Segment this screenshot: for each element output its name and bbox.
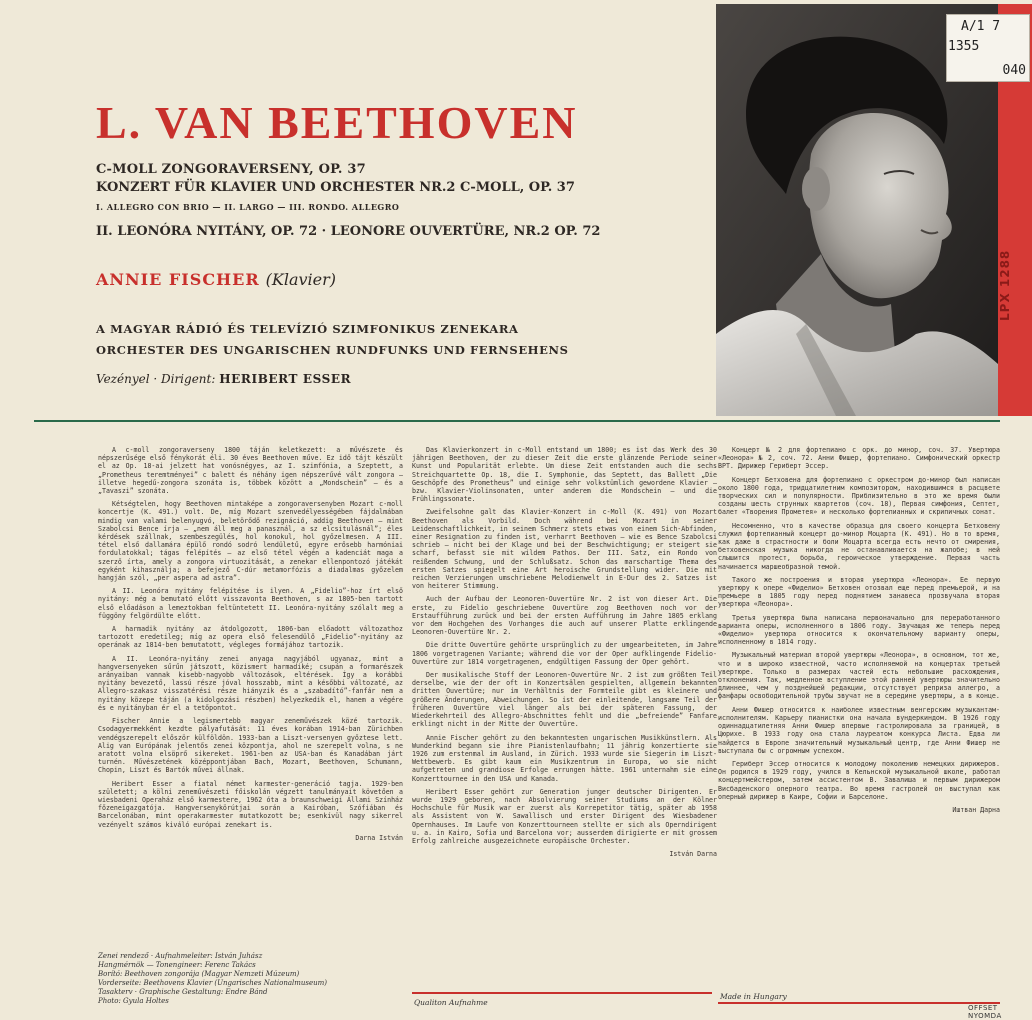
notes-column-russian: [718, 446, 1000, 976]
notes-paragraph: Die dritte Ouvertüre gehörte ursprünglich zu der umgearbeiteten, im Jahre 1806 vorgetragenen Variante; während die vor der Oper aufklingende Fidelio-Ouvertüre zur 1814 vorgetragenen, endgültigen Fassung der Oper gehört.: [412, 641, 717, 666]
notes-paragraph: Музыкальный материал второй увертюры «Леонора», в основном, тот же, что и в широко известной, часто исполняемой на концертах третьей увертюре. Только в размерах частей есть небольшие расхождения, отклонения. Так, медленное вступление этой ранней увертюры значительно длиннее, чем у позднейшей редакции, отсутствует реприза аллегро, а фанфары освободительной трубы звучат не в середине увертюры, а в конце.: [718, 651, 1000, 701]
notes-paragraph: Fischer Annie a legismertebb magyar zeneművészek közé tartozik. Csodagyermekként kezdte pályafutását: 11 éves korában 1914-ban Zürichben vendégszerepelt először külföldön. 1933-ban a Liszt-versenyen győztese lett. Alig van Európának jelentős zenei központja, ahol ne szerepelt volna, s ne aratott volna elsöprő sikereket. 1961-ben az USA-ban és Kanadában járt turnén. Művészetének középpontjában Bach, Mozart, Beethoven, Schumann, Chopin, Liszt és Bartók művei állnak.: [98, 717, 403, 775]
section-divider: [34, 420, 1000, 422]
credit-line: Photo: Gyula Holtes: [98, 997, 169, 1005]
notes-paragraph: A harmadik nyitány az átdolgozott, 1806-ban előadott változathoz tartozott eredetileg; míg az opera első felesendülő „Fidelio”-nyitány az operának az 1814-ben bemutatott, végleges formájához tartozik.: [98, 625, 403, 650]
notes-paragraph: Heribert Esser a fiatal német karmester-generáció tagja. 1929-ben született; a kölni zeneművészeti főiskolán végzett tanulmányait követően a wiesbadeni Operaház első karmestere, 1962 óta a braunschweigi Állami Színház főzeneigazgatója. Hangversenykörútjai során a Kairóban, Szófiában és Barcelonában, mint operakarmester mutatkozott be; esenkívül nagy sikerrel vezényelt számos kiváló európai zenekart is.: [98, 779, 403, 829]
movements-list: I. ALLEGRO CON BRIO — II. LARGO — III. RONDO. ALLEGRO: [96, 202, 400, 212]
notes-column-german: [412, 446, 717, 976]
notes-paragraph: Концерт № 2 для фортепиано с орк. до минор, соч. 37. Увертюра «Леонора» № 2, соч. 72. Анни Фишер, фортепиано. Симфонический оркестр ВРТ. Дирижер Гериберт Эссер.: [718, 446, 1000, 471]
work2-title: II. LEONÓRA NYITÁNY, OP. 72 · LEONORE OUVERTÜRE, NR.2 OP. 72: [96, 224, 601, 239]
notes-paragraph: Annie Fischer gehört zu den bekanntesten ungarischen Musikkünstlern. Als Wunderkind begann sie ihre Pianistenlaufbahn; 11 jährig konzertierte sie 1926 zum erstenmal im Ausland, in Zürich. 1933 wurde sie Siegerin im Liszt-Wettbewerb. Es gibt kaum ein Musikzentrum in Europa, wo sie nicht aufgetreten und grandiose Erfolge errungen hätte. 1961 unternahm sie eine Konzerttournee in den USA und Kanada.: [412, 733, 717, 783]
sticker-number-a: 1355: [948, 39, 980, 54]
notes-column-hungarian: [98, 446, 403, 976]
sticker-shelf-mark: A/1 7: [961, 19, 1001, 34]
conductor-name: HERIBERT ESSER: [219, 372, 352, 386]
work1-german: KONZERT FÜR KLAVIER UND ORCHESTER NR.2 C-MOLL, OP. 37: [96, 180, 575, 195]
performer: [96, 270, 336, 289]
notes-paragraph: Анни Фишер относится к наиболее известным венгерским музыкантам-исполнителям. Карьеру пианистки она начала вундеркиндом. В 1926 году одиннадцатилетняя Анни Фишер впервые гастролировала за границей, в Цюрихе. В 1933 году она стала лауреатом конкурса Листа. Едва ли найдется в Европе значительный музыкальный центр, где Анни Фишер не выступала бы с огромным успехом.: [718, 705, 1000, 755]
credit-line: Vorderseite: Beethovens Klavier (Ungarisches Nationalmuseum): [98, 979, 327, 987]
notes-paragraph: Концерт Бетховена для фортепиано с оркестром до-минор был написан около 1800 года, тридцатилетним композитором, находившимся в расцвете творческих сил и популярности. Приблизительно в это же время были созданы шесть струнных квартетов (соч. 18), Первая симфония, Септет, балет «Творения Прометея» и несколько фортепианных и скрипичных сонат.: [718, 475, 1000, 517]
notes-signature: Darna István: [355, 833, 403, 842]
notes-paragraph: Kétségtelen, hogy Beethoven mintaképe a zongoraversenyben Mozart c-moll koncertje (K. 491.) volt. De, míg Mozart szenvedélyességében fájdalmában mindig van valami belenyugvó, beletörődő rezignáció, addig Beethoven — mint Szabolcsi Bence írja — „nem áll meg a panasznál, a sz elcsitulásnál”; éles kérdések szállnak, szembeszegülés, hol konokul, hol győzelmesen. A III. tétel első dallamára épülő rondó sodró lendületű, egyre erősebb harmóniai fordulatokkal; tágas felépítés — az első tétel végén a kadenciát maga a szerző írta, amely a zongora virtuozitását, a zenekar ellenpontozó játékát egyként kihasználja; a befejező C-dúr metamorfózis a diadalmas győzelem hangján szól, „per aspera ad astra”.: [98, 500, 403, 583]
sticker-number-b: 040: [1002, 63, 1026, 78]
work1-hungarian: C-MOLL ZONGORAVERSENY, OP. 37: [96, 162, 366, 177]
notes-paragraph: Zweifelsohne galt das Klavier-Konzert in c-Moll (K. 491) von Mozart Beethoven als Vorbild. Doch während bei Mozart in seiner Leidenschaftlichkeit, in seinem Schmerz stets etwas von einem Sich-Abfinden, einer Resignation zu finden ist, verharrt Beethoven — wie es Bence Szabolcsi schrieb — nicht bei der Klage und bei der Beschwichtigung; er steigert sie scharf, befasst sie mit wildem Pathos. Der III. Satz, ein Rondo von reißendem Schwung, und der Schlußsatz. Schon das marschartige Thema des ersten Satzes spiegelt eine Art heroische Grundstellung wider. Die mit reichen Verzierungen umschriebene Melodienwelt in E-Dur des 2. Satzes ist von heiterer Stimmung.: [412, 508, 717, 591]
credit-line: Borító: Beethoven zongorája (Magyar Nemzeti Múzeum): [98, 970, 300, 978]
notes-paragraph: Heribert Esser gehört zur Generation junger deutscher Dirigenten. Er wurde 1929 geboren, nach Absolvierung seiner Studiums an der Kölner Hochschule für Musik war er zuerst als Korrepetitor tätig, später ab 1958 als Assistent von W. Sawallisch und erster Dirigent des Wiesbadener Opernhauses. Im Laufe von Konzerttourneen stellte er sich als Operndirigent u. a. in Kairo, Sofia und Barcelona vor; ausserdem dirigierte er mit grossem Erfolg zahlreiche ausgezeichnete europäische Orchester.: [412, 787, 717, 845]
footer-printer: OFFSET NYOMDA: [968, 1004, 1002, 1020]
production-credits: [98, 952, 403, 1006]
notes-paragraph: A c-moll zongoraverseny 1800 táján keletkezett: a művészete és népszerűsége első fénykorát éli. 30 éves Beethoven műve. Ez idő tájt készült el az Op. 18-ai jelzett hat vonósnégyes, az I. szimfónia, a Szeptett, a „Prometheus teremtményei” c balett és néhány igen népszerűvé vált zongora — illetve hegedű-zongora szonáta is, többek között a „Mondschein” — és a „Tavaszi” szonáta.: [98, 446, 403, 496]
notes-paragraph: Der musikalische Stoff der Leonoren-Ouvertüre Nr. 2 ist zum größten Teil derselbe, wie der der oft in Konzertsälen gespielten, allgemein bekannten dritten Ouvertüre; nur im Verhältnis der Formteile gibt es kleinere und größere Änderungen, Abweichungen. So ist der einleitende, langsame Teil der früheren Ouvertüre viel länger als bei der späteren Fassung, der Wiederkehrteil des Allegro-Abschnittes fehlt und die „befreiende” Fanfare erklingt nicht in der Mitte der Ouvertüre.: [412, 671, 717, 729]
credit-line: Tasakterv · Graphische Gestaltung: Endre Bánd: [98, 988, 268, 996]
footer-quality-label: Qualiton Aufnahme: [414, 998, 488, 1007]
footer-made-in: Made in Hungary: [720, 992, 787, 1001]
orchestra-german: ORCHESTER DES UNGARISCHEN RUNDFUNKS UND FERNSEHENS: [96, 343, 569, 357]
library-sticker: [946, 14, 1030, 82]
orchestra-hungarian: A MAGYAR RÁDIÓ ÉS TELEVÍZIÓ SZIMFONIKUS ZENEKARA: [96, 322, 519, 336]
credit-line: Hangmérnök — Tonengineer: Ferenc Takács: [98, 961, 256, 969]
notes-paragraph: A II. Leonóra-nyitány zenei anyaga nagyjából ugyanaz, mint a hangversenyeken sűrűn játszott, közismert harmadiké; csupán a formarészek arányaiban vannak kisebb-nagyobb változások, eltérések. Így a korábbi nyitány bevezető, lassú része jóval hosszabb, mint a későbbi változaté, az Allegro-szakasz visszatérési része hiányzik és a „szabadító”-fanfár nem a nyitány közepe táján (a kidolgozási részben) helyezkedik el, hanem a végére és e nyitányban ér el a tetőpontot.: [98, 654, 403, 712]
conductor: [96, 372, 351, 386]
catalog-number: LPX 1288: [998, 250, 1012, 322]
notes-signature: István Darna: [669, 850, 717, 859]
notes-paragraph: Гериберт Эссер относится к молодому поколению немецких дирижеров. Он родился в 1929 году, учился в Кельнской музыкальной школе, работал концертмейстером, затем ассистентом В. Завалиша и первым дирижером Висбаденского оперного театра. Во время гастролей он выступал как оперный дирижер в Каире, Софии и Барселоне.: [718, 759, 1000, 801]
footer-rule-german: [412, 992, 712, 994]
notes-paragraph: A II. Leonóra nyitány felépítése is ilyen. A „Fidelio”-hoz írt első nyitány: még a bemutató előtt visszavonta Beethoven, s az 1805-ben tartott első előadáson a lemeztokban feltüntetett II. Leonóra-nyitány szólalt meg a függöny felgördülte előtt.: [98, 587, 403, 620]
composer-title: L. VAN BEETHOVEN: [96, 97, 578, 148]
notes-paragraph: Auch der Aufbau der Leonoren-Ouvertüre Nr. 2 ist von dieser Art. Die erste, zu Fidelio geschriebene Ouvertüre zog Beethoven noch vor der Erstaufführung zurück und bei der ersten Aufführung im Jahre 1805 erklang vor dem Hochgehen des Vorhanges die auch auf unserer Platte erklingende Leonoren-Ouvertüre Nr. 2.: [412, 595, 717, 637]
performer-name: ANNIE FISCHER: [96, 270, 260, 289]
conductor-role: Vezényel · Dirigent:: [96, 372, 216, 386]
notes-signature: Иштван Дарна: [952, 805, 1000, 814]
performer-role: (Klavier): [265, 270, 337, 289]
credit-line: Zenei rendező · Aufnahmeleiter: István Juhász: [98, 952, 263, 960]
notes-paragraph: Das Klavierkonzert in c-Moll entstand um 1800; es ist das Werk des 30 jährigen Beethoven, der zu dieser Zeit die erste glänzende Periode seiner Kunst und Popularität erlebte. Um diese Zeit entstanden auch die sechs Streichquartette Op. 18, die I. Symphonie, das Septett, das Ballett „Die Geschöpfe des Prometheus” und einige sehr volkstümlich gewordene Klavier — bzw. Klavier-Violinsonaten, unter anderem die Mondschein — und die Frühlingssonate.: [412, 446, 717, 504]
notes-paragraph: Несомненно, что в качестве образца для своего концерта Бетховену служил фортепианный концерт до-минор Моцарта (К. 491). Но в то время, как даже в страстности и боли Моцарта всегда есть нечто от смирения, бетховенская музыка никогда не останавливается на жалобе; в ней слышится протест, борьба, героическое утверждение. Первая часть начинается маршеобразной темой.: [718, 521, 1000, 571]
footer-rule-russian: [718, 1002, 1000, 1004]
notes-paragraph: Такого же построения и вторая увертюра «Леонора». Ее первую увертюру к опере «Фиделио» Бетховен отозвал еще перед премьерой, и на премьере в 1805 году перед поднятием занавеса прозвучала вторая увертюра «Леонора».: [718, 575, 1000, 609]
notes-paragraph: Третья увертюра была написана первоначально для переработанного варианта оперы, исполненного в 1806 году. Звучащая же теперь перед «Фиделио» увертюра относится к окончательному варианту оперы, исполненному в 1814 году.: [718, 613, 1000, 647]
